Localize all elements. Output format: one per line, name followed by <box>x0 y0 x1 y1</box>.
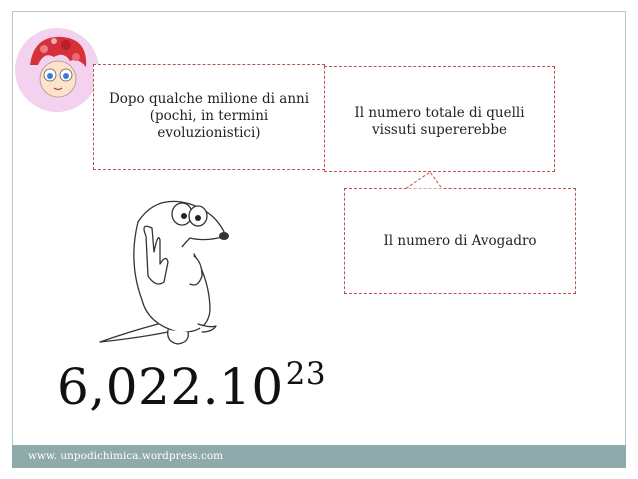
footer-bar <box>12 445 626 468</box>
bubble-1-line-1: Dopo qualche milione di anni <box>108 91 310 107</box>
avogadro-mantissa: 6,022.10 <box>57 358 284 416</box>
avogadro-exponent: 23 <box>285 356 327 392</box>
avatar-icon <box>14 27 100 113</box>
bubble-2-line-1: Il numero totale di quelli <box>354 105 525 121</box>
speech-bubble-3 <box>344 188 576 294</box>
mole-icon <box>98 192 233 352</box>
speech-bubble-2 <box>324 66 555 172</box>
bubble-3-line-1: Il numero di Avogadro <box>383 232 537 249</box>
avogadro-number <box>57 346 326 415</box>
bubble-1-line-3: evoluzionistici) <box>157 125 261 141</box>
footer-url: www. unpodichimica.wordpress.com <box>28 450 224 462</box>
bubble-2-line-2: vissuti supererebbe <box>372 122 507 138</box>
bubble-1-line-2: (pochi, in termini <box>149 108 269 124</box>
speech-bubble-1 <box>93 64 325 170</box>
bubble-tail-up <box>404 170 444 190</box>
